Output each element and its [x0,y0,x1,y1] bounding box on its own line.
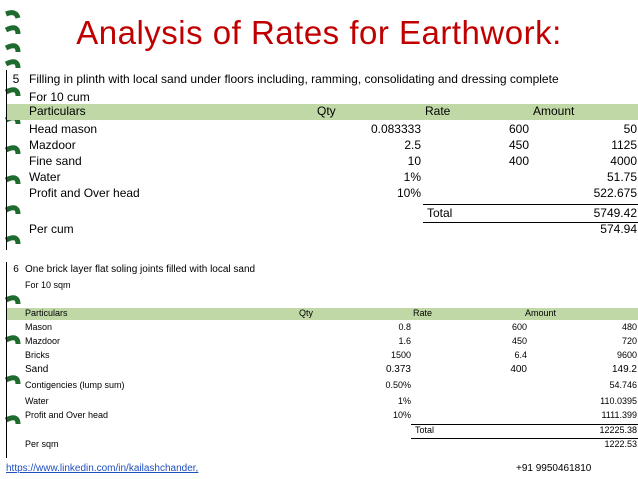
phone-number: +91 9950461810 [516,463,592,474]
cell-rate: 400 [510,364,527,375]
cell-qty: 10% [392,410,411,420]
cell-amount: 110.0395 [600,396,637,406]
cell-particular: Mazdoor [25,336,61,346]
cell-qty: 0.50% [385,380,411,390]
cell-amount: 50 [623,122,637,136]
table-row [7,186,638,202]
cell-qty: 0.373 [385,364,411,375]
cell-qty: 10% [396,186,421,200]
cell-particular: Water [29,170,61,184]
header-particulars: Particulars [29,104,86,118]
item-6-sheet [6,262,638,458]
item-number: 6 [13,264,19,275]
footer [0,461,638,479]
per-unit-value: 1222.53 [604,439,637,449]
cell-rate: 400 [508,154,529,168]
cell-amount: 9600 [616,350,637,360]
table-row [7,350,638,364]
total-value: 5749.42 [593,206,637,220]
header-rate: Rate [425,104,451,118]
cell-qty: 1% [403,170,421,184]
cell-particular: Contigencies (lump sum) [25,380,125,390]
cell-particular: Sand [25,364,49,375]
cell-amount: 720 [621,336,637,346]
item-number: 5 [12,72,20,86]
header-particulars: Particulars [25,308,68,318]
cell-particular: Water [25,396,49,406]
item-description: Filling in plinth with local sand under floors including, ramming, consolidating and dressing complete [29,72,559,86]
total-value: 12225.38 [599,425,637,435]
table-header-row [7,308,638,320]
cell-qty: 1% [397,396,411,406]
item-6-description-row [7,264,638,278]
cell-qty: 10 [407,154,421,168]
table-row [7,138,638,154]
total-row [7,425,638,438]
cell-qty: 2.5 [404,138,421,152]
table-row [7,170,638,186]
cell-qty: 1500 [390,350,411,360]
table-row [7,364,638,378]
cell-amount: 522.675 [593,186,637,200]
page-title: Analysis of Rates for Earthwork: [76,14,562,51]
item-5-description-row [7,72,638,88]
cell-amount: 480 [621,322,637,332]
total-row [7,206,638,222]
table-row [7,396,638,410]
table-row [7,336,638,350]
cell-amount: 54.746 [609,380,637,390]
cell-particular: Bricks [25,350,50,360]
per-unit-value: 574.94 [600,222,637,236]
unit-label: For 10 cum [29,90,90,104]
cell-amount: 51.75 [606,170,637,184]
cell-particular: Head mason [29,122,98,136]
cell-rate: 6.4 [514,350,527,360]
unit-label: For 10 sqm [25,280,71,290]
cell-amount: 4000 [610,154,637,168]
total-label: Total [427,206,453,220]
cell-rate: 600 [511,322,527,332]
cell-amount: 1111.399 [601,410,637,420]
cell-particular: Mazdoor [29,138,76,152]
table-row [7,380,638,394]
cell-rate: 450 [508,138,529,152]
header-amount: Amount [525,308,557,318]
per-unit-label: Per sqm [25,439,59,449]
cell-amount: 149.2 [611,364,637,375]
cell-qty: 0.8 [398,322,411,332]
cell-amount: 1125 [611,138,637,152]
header-amount: Amount [533,104,575,118]
cell-rate: 450 [511,336,527,346]
table-row [7,322,638,336]
table-row [7,154,638,170]
total-rule [423,204,638,205]
table-row [7,122,638,138]
linkedin-link[interactable]: https://www.linkedin.com/in/kailashchander, [6,463,199,474]
header-rate: Rate [413,308,433,318]
header-qty: Qty [299,308,314,318]
cell-particular: Profit and Over head [25,410,109,420]
unit-row [7,280,638,294]
cell-particular: Mason [25,322,53,332]
cell-particular: Profit and Over head [29,186,140,200]
per-unit-label: Per cum [29,222,74,236]
table-header-row [7,104,638,120]
per-unit-row [7,222,638,238]
cell-particular: Fine sand [29,154,82,168]
item-description: One brick layer flat soling joints filled with local sand [25,264,256,275]
table-row [7,410,638,424]
header-qty: Qty [317,104,336,118]
cell-qty: 1.6 [398,336,411,346]
total-label: Total [415,425,435,435]
item-5-sheet [6,70,638,250]
cell-rate: 600 [508,122,529,136]
cell-qty: 0.083333 [370,122,421,136]
per-unit-row [7,439,638,453]
